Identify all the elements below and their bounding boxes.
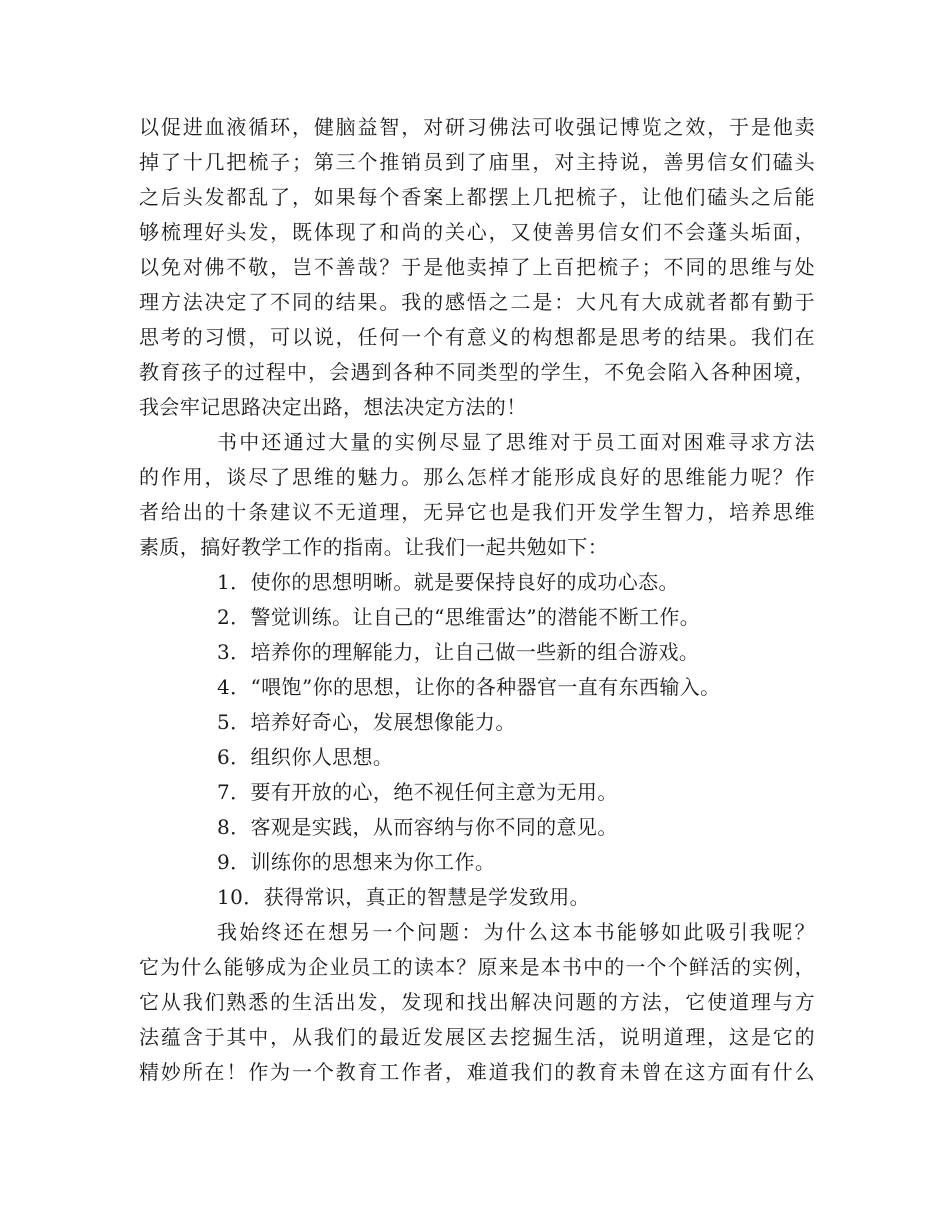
list-item: 9．训练你的思想来为你工作。 (217, 850, 496, 874)
text-line: 思考的习惯，可以说，任何一个有意义的构想都是思考的结果。我们在 (139, 325, 815, 349)
text-line: 我会牢记思路决定出路，想法决定方法的！ (139, 395, 527, 419)
list-item: 3．培养你的理解能力，让自己做一些新的组合游戏。 (217, 640, 700, 664)
text-line: 它从我们熟悉的生活出发，发现和找出解决问题的方法，它使道理与方 (139, 990, 815, 1014)
text-line: 素质，搞好教学工作的指南。让我们一起共勉如下： (139, 535, 609, 559)
list-item: 2．警觉训练。让自己的“思维雷达”的潜能不断工作。 (217, 605, 701, 629)
list-item: 8．客观是实践，从而容纳与你不同的意见。 (217, 815, 618, 839)
text-line: 的作用，谈尽了思维的魅力。那么怎样才能形成良好的思维能力呢？作 (139, 465, 815, 489)
text-line: 以免对佛不敬，岂不善哉？于是他卖掉了上百把梳子；不同的思维与处 (139, 255, 815, 279)
text-line: 之后头发都乱了，如果每个香案上都摆上几把梳子，让他们磕头之后能 (139, 185, 815, 209)
list-item: 4．“喂饱”你的思想，让你的各种器官一直有东西输入。 (217, 675, 721, 699)
text-line: 它为什么能够成为企业员工的读本？原来是本书中的一个个鲜活的实例， (139, 955, 815, 979)
list-item: 1．使你的思想明晰。就是要保持良好的成功心态。 (217, 570, 679, 594)
list-item: 6．组织你人思想。 (217, 745, 394, 769)
text-line: 够梳理好头发，既体现了和尚的关心，又使善男信女们不会蓬头垢面， (139, 220, 815, 244)
text-line: 以促进血液循环，健脑益智，对研习佛法可收强记博览之效，于是他卖 (139, 115, 815, 139)
text-line: 教育孩子的过程中，会遇到各种不同类型的学生，不免会陷入各种困境， (139, 360, 815, 384)
text-line: 者给出的十条建议不无道理，无异它也是我们开发学生智力，培养思维 (139, 500, 815, 524)
list-item: 7．要有开放的心，绝不视任何主意为无用。 (217, 780, 618, 804)
paragraph-first-line: 书中还通过大量的实例尽显了思维对于员工面对困难寻求方法 (217, 430, 815, 454)
paragraph-first-line: 我始终还在想另一个问题：为什么这本书能够如此吸引我呢？ (217, 920, 815, 944)
text-line: 掉了十几把梳子；第三个推销员到了庙里，对主持说，善男信女们磕头 (139, 150, 815, 174)
document-body (139, 110, 815, 1090)
list-item: 5．培养好奇心，发展想像能力。 (217, 710, 516, 734)
list-item: 10．获得常识，真正的智慧是学发致用。 (217, 885, 591, 909)
text-line: 精妙所在！作为一个教育工作者，难道我们的教育未曾在这方面有什么 (139, 1060, 815, 1084)
text-line: 法蕴含于其中，从我们的最近发展区去挖掘生活，说明道理，这是它的 (139, 1025, 815, 1049)
text-line: 理方法决定了不同的结果。我的感悟之二是：大凡有大成就者都有勤于 (139, 290, 815, 314)
